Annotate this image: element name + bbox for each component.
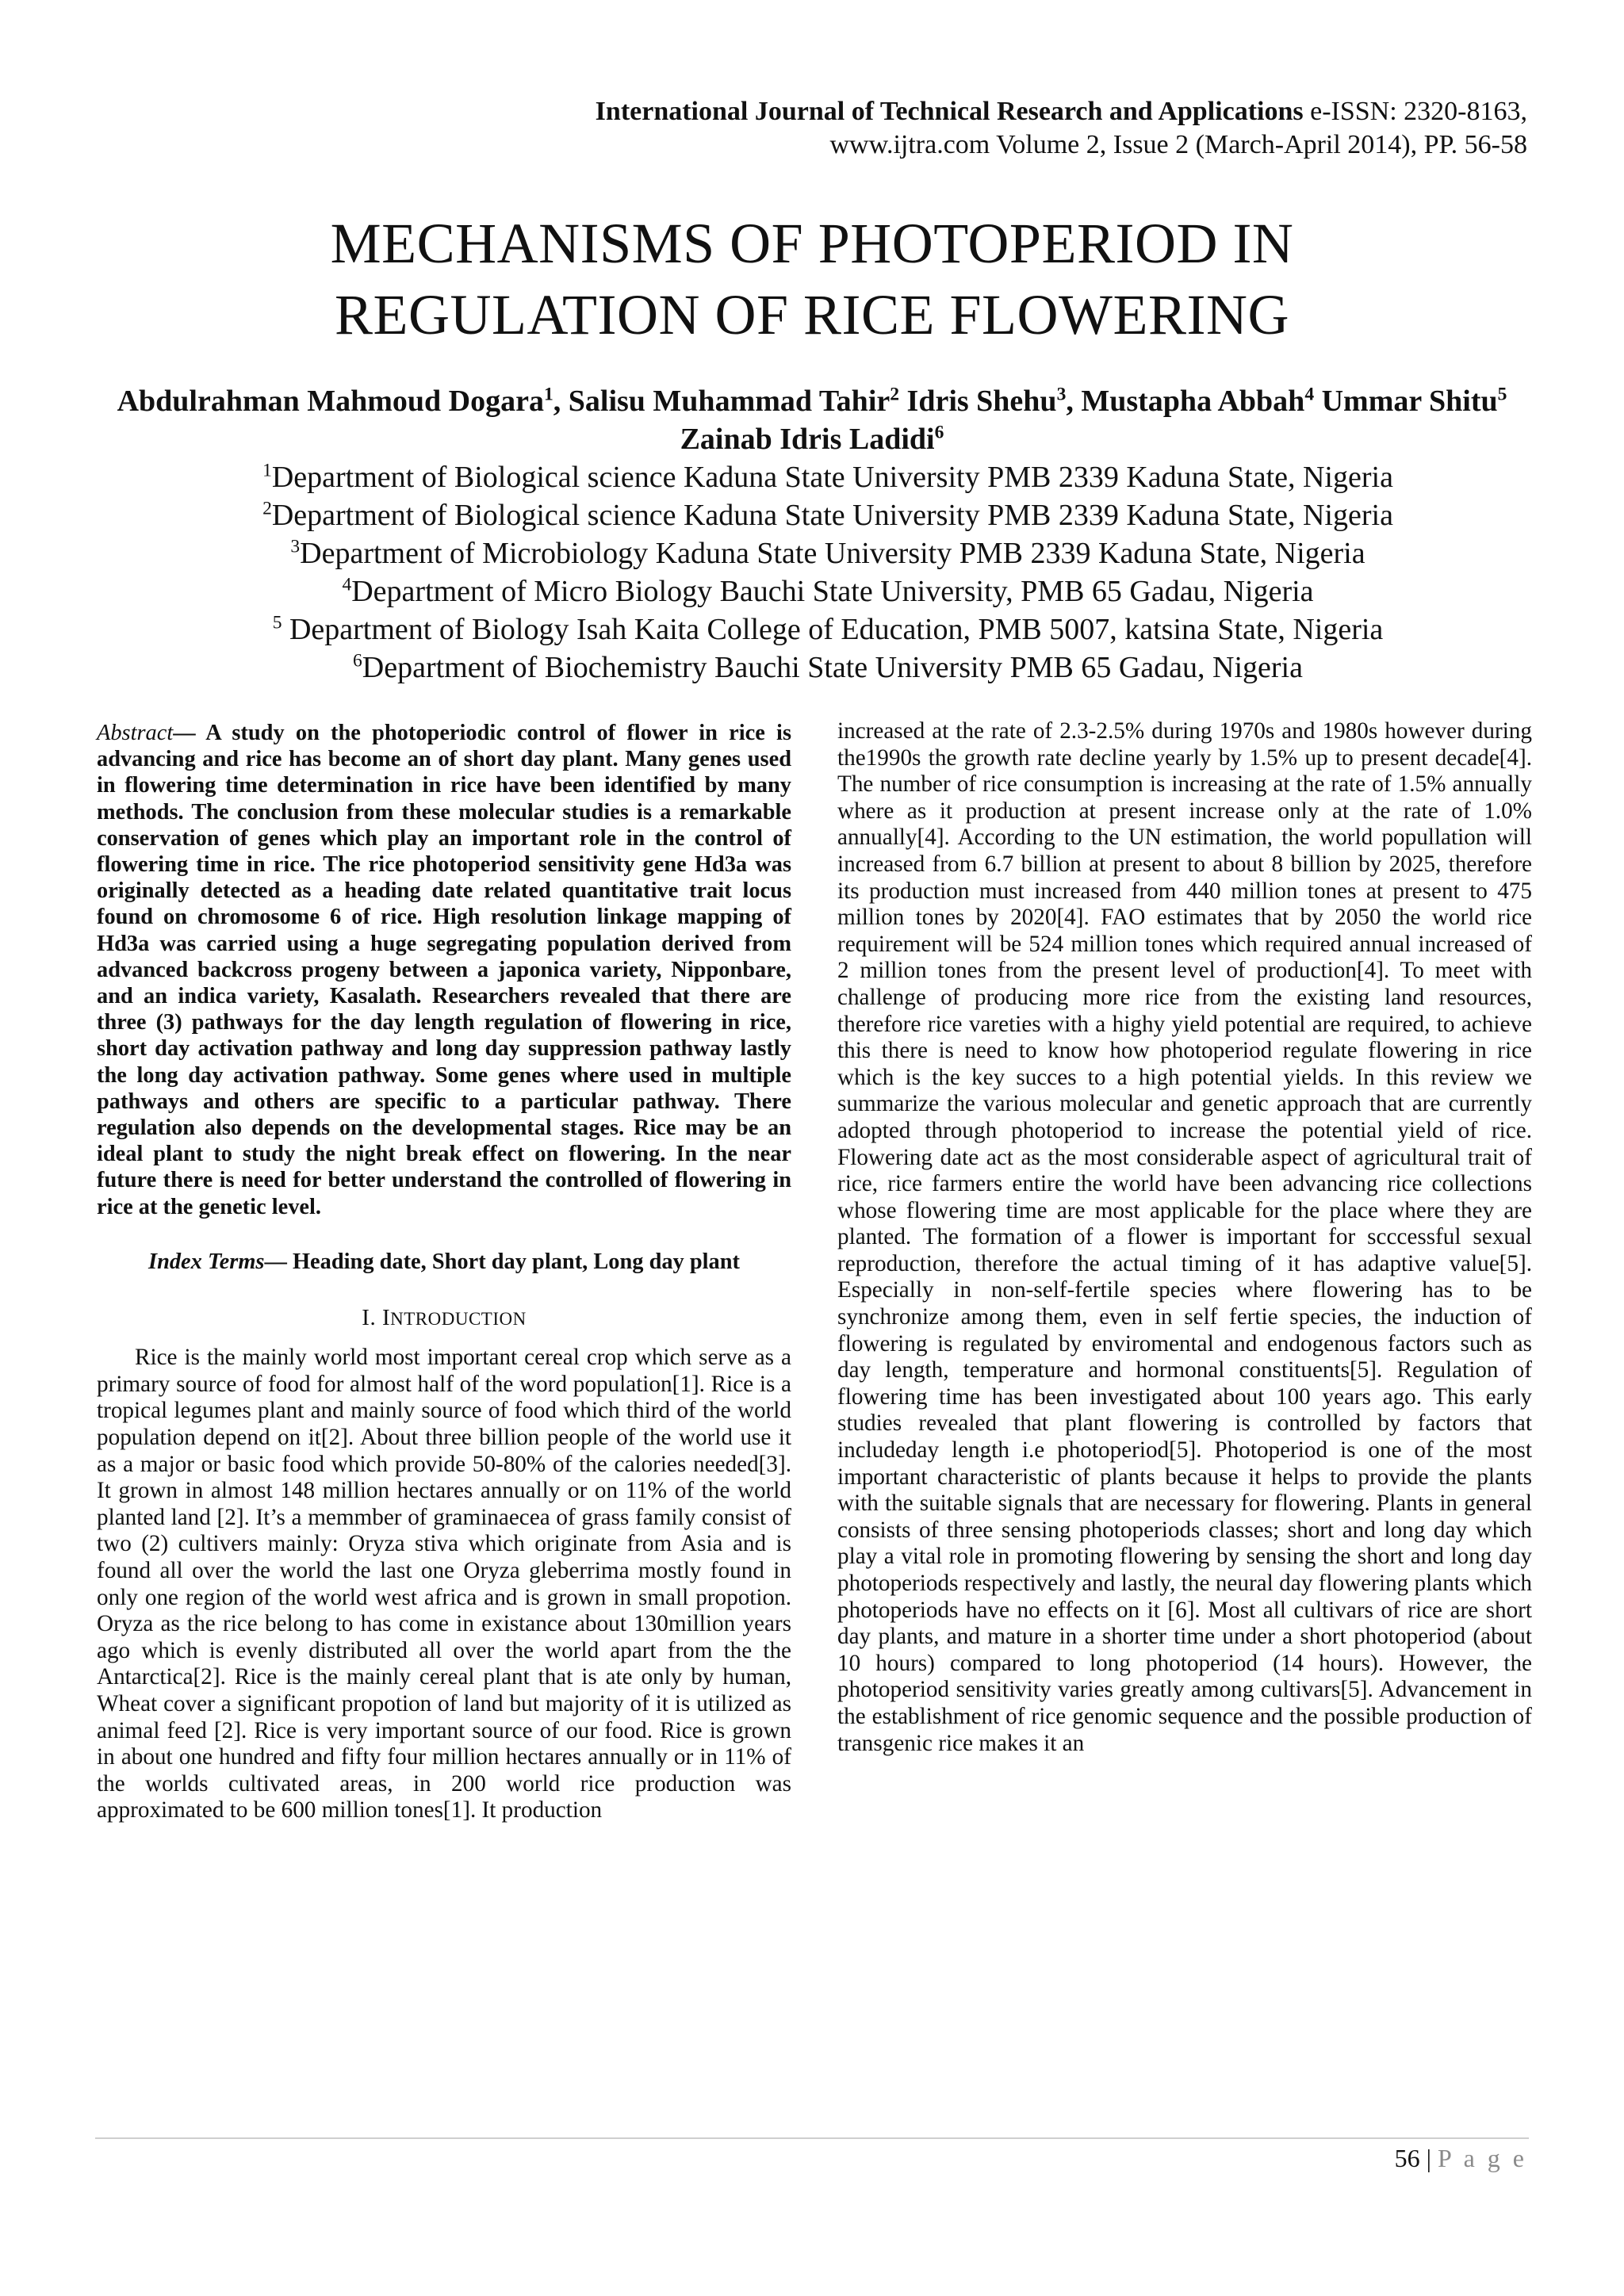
- author-name: Salisu Muhammad Tahir: [568, 385, 891, 418]
- author-separator: [1314, 385, 1322, 418]
- affiliation-line: [119, 534, 1537, 572]
- affiliation-number: 2: [262, 498, 272, 519]
- left-column: [97, 720, 791, 1824]
- author-separator: [899, 385, 907, 418]
- author-name: Abdulrahman Mahmoud Dogara: [117, 385, 544, 418]
- author-list: [87, 382, 1537, 458]
- section-heading-rest: NTRODUCTION: [390, 1309, 527, 1330]
- right-column: [837, 718, 1532, 1757]
- journal-name: International Journal of Technical Research and Applications: [595, 97, 1304, 126]
- page-separator: |: [1419, 2144, 1438, 2172]
- affiliation-line: [119, 649, 1537, 687]
- abstract-dash: —: [173, 721, 206, 745]
- affiliation-list: [119, 458, 1537, 687]
- section-heading-introduction: [97, 1305, 791, 1332]
- page-number: 56: [1394, 2144, 1420, 2172]
- affiliation-text: Department of Micro Biology Bauchi State University, PMB 65 Gadau, Nigeria: [351, 575, 1314, 608]
- affiliation-line: [119, 610, 1537, 649]
- affiliation-text: Department of Biochemistry Bauchi State University PMB 65 Gadau, Nigeria: [362, 651, 1303, 684]
- author-affiliation-mark: 5: [1497, 384, 1507, 405]
- author-name: Idris Shehu: [906, 385, 1057, 418]
- journal-header: [596, 95, 1527, 162]
- affiliation-number: 4: [342, 574, 352, 595]
- affiliation-number: 1: [262, 460, 272, 481]
- journal-issn: e-ISSN: 2320-8163,: [1303, 97, 1527, 126]
- introduction-paragraph: Rice is the mainly world most important cereal crop which serve as a primary source of food for almost half of the word population[1]. Rice is a tropical legumes plant and mainly source of food which third of the world population depend on it[2]. About three billion people of the world use it as a major or basic food which provide 50-80% of the calories needed[3]. It grown in almost 148 million hectares annually or on 11% of the world planted land [2]. It’s a memmber of graminaecea of grass family consist of two (2) cultivers mainly: Oryza stiva which originate from Asia and is found all over the world the last one Oryza gleberrima mostly found in only one region of the world west africa and is grown in small propotion. Oryza as the rice belong to has come in existance about 130million years ago which is evenly distributed all over the world apart from the the Antarctica[2]. Rice is the mainly cereal plant that is ate only by human, Wheat cover a significant propotion of land but majority of it is utilized as animal feed [2]. Rice is very important source of our food. Rice is grown in about one hundred and fifty four million hectares annually or in 11% of the worlds cultivated areas, in 200 world rice production was approximated to be 600 million tones[1]. It production: [97, 1345, 791, 1823]
- author-name: Ummar Shitu: [1321, 385, 1498, 418]
- author-affiliation-mark: 2: [890, 384, 900, 405]
- author-affiliation-mark: 1: [543, 384, 553, 405]
- affiliation-text: Department of Biology Isah Kaita College of Education, PMB 5007, katsina State, Nigeria: [282, 613, 1384, 646]
- author-separator: ,: [553, 385, 569, 418]
- affiliation-line: [119, 458, 1537, 496]
- affiliation-number: 5: [272, 612, 282, 633]
- author-affiliation-mark: 3: [1056, 384, 1067, 405]
- index-terms-label: Index Terms: [148, 1249, 265, 1274]
- page-label: P a g e: [1437, 2144, 1527, 2172]
- index-terms: [97, 1249, 791, 1275]
- affiliation-text: Department of Biological science Kaduna State University PMB 2339 Kaduna State, Nigeria: [271, 461, 1393, 494]
- author-name: Mustapha Abbah: [1081, 385, 1305, 418]
- introduction-paragraph-continued: increased at the rate of 2.3-2.5% during 1970s and 1980s however during the1990s the growth rate decline yearly by 1.5% up to present decade[4]. The number of rice consumption is increasing at the rate of 1.5% annually where as it production at present increase only at the rate of 1.0% annually[4]. According to the UN estimation, the world popullation will increased from 6.7 billion at present to about 8 billion by 2025, therefore its production must increased from 440 million tones at present to 475 million tones by 2020[4]. FAO estimates that by 2050 the world rice requirement will be 524 million tones which required annual increased of 2 million tones from the present level of production[4]. To meet with challenge of producing more rice from the existing land resources, therefore rice vareties with a highy yield potential are required, to achieve this there is need to know how photoperiod regulate flowering in rice which is the key succes to a high potential yields. In this review we summarize the various molecular and genetic approach that are currently adopted through photoperiod to increase the potential yield of rice. Flowering date act as the most considerable aspect of agricultural trait of rice, rice farmers entire the world have been advancing rice collections whose flowering time are most applicable for the place where they are planted. The formation of a flower is important for scccessful sexual reproduction, therefore the actual timing of it has adaptive value[5]. Especially in non-self-fertile species where flowering has to be synchronize among them, even in self fertie species, the induction of flowering is regulated by enviromental and endogenous factors such as day length, temperature and hormonal constituents[5]. Regulation of flowering time has been investigated about 100 years ago. This early studies revealed that plant flowering is controlled by factors that includeday length i.e photoperiod[5]. Photoperiod is one of the most important characteristic of plants because it helps to provide the plants with the suitable signals that are necessary for flowering. Plants in general consists of three sensing photoperiods classes; short and long day which play a vital role in promoting flowering by sensing the short and long day photoperiods respectively and lastly, the neural day flowering plants which photoperiods have no effects on it [6]. Most all cultivars of rice are short day plants, and mature in a shorter time under a short photoperiod (about 10 hours) compared to long photoperiod (14 hours). However, the photoperiod sensitivity varies greatly among cultivars[5]. Advancement in the establishment of rice genomic sequence and the possible production of transgenic rice makes it an: [837, 718, 1532, 1756]
- affiliation-text: Department of Biological science Kaduna State University PMB 2339 Kaduna State, Nigeria: [271, 499, 1393, 532]
- author-affiliation-mark: 6: [934, 422, 944, 443]
- paper-title-line2: REGULATION OF RICE FLOWERING: [335, 283, 1289, 346]
- author-separator: ,: [1066, 385, 1082, 418]
- page-footer: [1395, 2142, 1527, 2174]
- affiliation-line: [119, 496, 1537, 534]
- abstract-text: A study on the photoperiodic control of flower in rice is advancing and rice has become an of short day plant. Many genes used in flowering time determination in rice have been identified by many methods. The conclusion from these molecular studies is a remarkable conservation of genes which play an important role in the control of flowering time in rice. The rice photoperiod sensitivity gene Hd3a was originally detected as a heading date related quantitative trait locus found on chromosome 6 of rice. High resolution linkage mapping of Hd3a was carried using a huge segregating population derived from advanced backcross progeny between a japonica variety, Nipponbare, and an indica variety, Kasalath. Researchers revealed that there are three (3) pathways for the day length regulation of flowering in rice, short day activation pathway and long day suppression pathway lastly the long day activation pathway. Some genes where used in multiple pathways and others are specific to a particular pathway. There regulation also depends on the developmental stages. Rice may be an ideal plant to study the night break effect on flowering. In the near future there is need for better understand the controlled of flowering in rice at the genetic level.: [97, 721, 791, 1219]
- abstract: [97, 720, 791, 1220]
- affiliation-number: 6: [353, 650, 362, 672]
- journal-header-line1: [596, 95, 1527, 128]
- footer-divider: [95, 2137, 1529, 2139]
- index-terms-dash: —: [264, 1249, 293, 1274]
- author-name: Zainab Idris Ladidi: [680, 423, 935, 456]
- index-terms-text: Heading date, Short day plant, Long day plant: [292, 1249, 740, 1274]
- journal-header-line2: www.ijtra.com Volume 2, Issue 2 (March-April 2014), PP. 56-58: [829, 130, 1527, 159]
- affiliation-line: [119, 572, 1537, 610]
- section-heading-numeral: I. I: [362, 1305, 391, 1331]
- affiliation-number: 3: [290, 536, 301, 557]
- paper-title: [95, 208, 1529, 350]
- affiliation-text: Department of Microbiology Kaduna State University PMB 2339 Kaduna State, Nigeria: [300, 537, 1365, 570]
- paper-title-line1: MECHANISMS OF PHOTOPERIOD IN: [330, 212, 1294, 275]
- author-affiliation-mark: 4: [1304, 384, 1315, 405]
- abstract-label: Abstract: [97, 721, 174, 745]
